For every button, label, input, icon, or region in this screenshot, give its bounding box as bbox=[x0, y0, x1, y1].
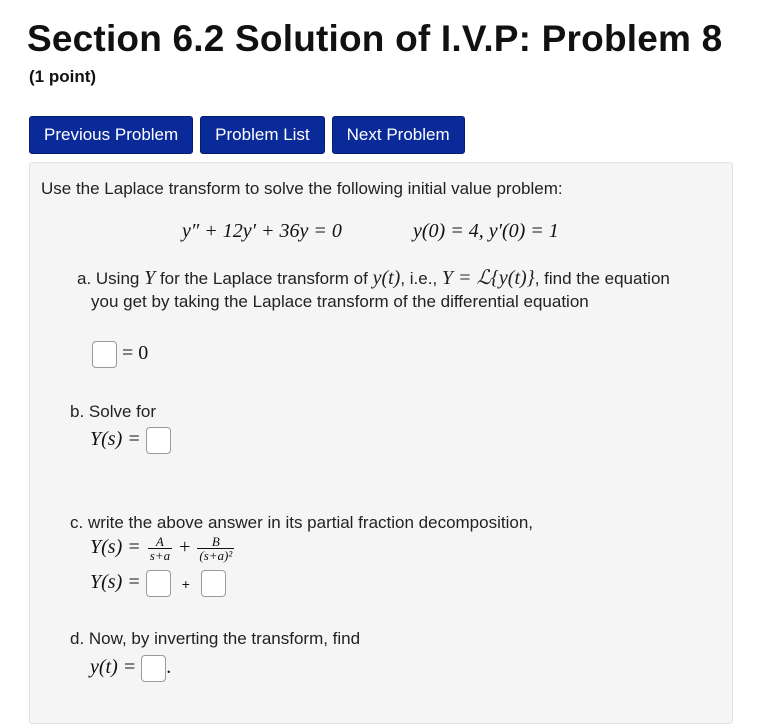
fraction-b-denominator: (s+a)² bbox=[199, 548, 233, 563]
part-d-answer-row bbox=[90, 655, 171, 682]
part-c-form-row bbox=[90, 535, 236, 562]
part-a-var-Y: Y bbox=[144, 267, 156, 289]
part-d-label: d. Now, by inverting the transform, find bbox=[70, 629, 361, 648]
fraction-b bbox=[197, 535, 234, 562]
part-a-text3: , i.e., bbox=[400, 269, 442, 288]
fraction-a-numerator: A bbox=[148, 535, 172, 549]
next-problem-button[interactable]: Next Problem bbox=[332, 116, 465, 154]
fraction-a bbox=[148, 535, 172, 562]
part-d-answer-input[interactable] bbox=[141, 655, 166, 682]
part-b-answer-row bbox=[90, 427, 171, 454]
part-a-answer-row bbox=[92, 341, 148, 368]
problem-list-button[interactable]: Problem List bbox=[200, 116, 324, 154]
part-a-rhs: = 0 bbox=[122, 342, 149, 365]
part-b-lhs: Y(s) = bbox=[90, 428, 141, 451]
part-c-answer-input-2[interactable] bbox=[201, 570, 226, 597]
points-label: (1 point) bbox=[29, 67, 97, 86]
part-c-label: c. write the above answer in its partial fraction decomposition, bbox=[70, 513, 534, 532]
differential-equation: y″ + 12y′ + 36y = 0 bbox=[182, 220, 342, 242]
problem-panel bbox=[29, 162, 733, 724]
part-a-answer-input[interactable] bbox=[92, 341, 117, 368]
page-title: Section 6.2 Solution of I.V.P: Problem 8 bbox=[27, 18, 723, 59]
fraction-b-numerator: B bbox=[197, 535, 234, 549]
problem-intro: Use the Laplace transform to solve the following initial value problem: bbox=[41, 179, 563, 198]
part-a-definition: Y = ℒ{y(t)} bbox=[441, 267, 535, 289]
part-c-lhs: Y(s) = bbox=[90, 536, 141, 559]
part-c-plus2: + bbox=[181, 575, 190, 592]
part-c-lhs2: Y(s) = bbox=[90, 571, 141, 594]
part-b-label: b. Solve for bbox=[70, 402, 156, 421]
part-b-answer-input[interactable] bbox=[146, 427, 171, 454]
problem-navigation bbox=[29, 116, 465, 154]
part-c-answer-row bbox=[90, 570, 226, 597]
previous-problem-button[interactable]: Previous Problem bbox=[29, 116, 193, 154]
fraction-a-denominator: s+a bbox=[149, 548, 171, 563]
part-d-period: . bbox=[166, 656, 172, 679]
part-a-text2: for the Laplace transform of bbox=[155, 269, 373, 288]
part-c-plus: + bbox=[179, 536, 191, 559]
part-c-answer-input-1[interactable] bbox=[146, 570, 171, 597]
part-a-text4: , find the equation bbox=[534, 269, 670, 288]
part-a-line1 bbox=[77, 265, 670, 290]
part-a-text1: a. Using bbox=[77, 269, 145, 288]
part-a-yt: y(t) bbox=[372, 267, 401, 289]
initial-conditions: y(0) = 4, y′(0) = 1 bbox=[413, 220, 559, 242]
part-a-line2: you get by taking the Laplace transform of the differential equation bbox=[91, 292, 589, 311]
part-d-lhs: y(t) = bbox=[90, 656, 137, 679]
